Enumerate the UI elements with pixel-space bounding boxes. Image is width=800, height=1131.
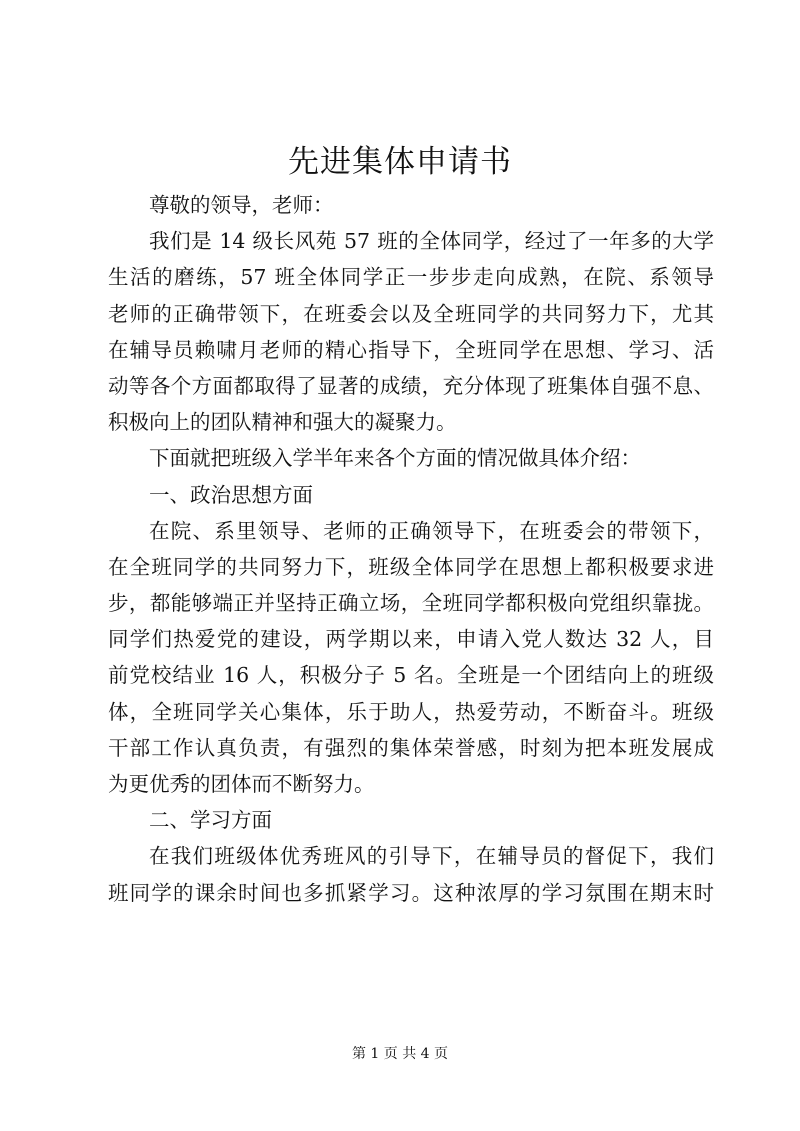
- paragraph-line: 一、政治思想方面: [149, 482, 313, 507]
- paragraph-line: 在院、系里领导、老师的正确领导下，在班委会的带领下，: [149, 518, 714, 543]
- paragraph-line: 在辅导员赖啸月老师的精心指导下，全班同学在思想、学习、活: [108, 337, 714, 362]
- paragraph-line: 干部工作认真负责，有强烈的集体荣誉感，时刻为把本班发展成: [108, 735, 714, 760]
- paragraph-line: 在我们班级体优秀班风的引导下，在辅导员的督促下，我们: [149, 844, 714, 869]
- paragraph-line: 同学们热爱党的建设，两学期以来，申请入党人数达 32 人，目: [108, 627, 714, 652]
- paragraph-line: 我们是 14 级长风苑 57 班的全体同学，经过了一年多的大学: [149, 229, 714, 254]
- paragraph-line: 二、学习方面: [149, 808, 272, 833]
- document-body: [108, 187, 714, 911]
- page-footer: 第 1 页 共 4 页: [351, 1046, 449, 1062]
- paragraph-line: 积极向上的团队精神和强大的凝聚力。: [108, 410, 457, 435]
- paragraph-line: 动等各个方面都取得了显著的成绩，充分体现了班集体自强不息、: [108, 373, 714, 398]
- paragraph-line: 体，全班同学关心集体，乐于助人，热爱劳动，不断奋斗。班级: [108, 699, 714, 724]
- paragraph-line: 下面就把班级入学半年来各个方面的情况做具体介绍：: [149, 446, 641, 471]
- paragraph-line: 步，都能够端正并坚持正确立场，全班同学都积极向党组织靠拢。: [108, 591, 714, 616]
- paragraph-line: 尊敬的领导，老师：: [149, 193, 334, 217]
- page-title: 先进集体申请书: [288, 144, 512, 180]
- paragraph-line: 班同学的课余时间也多抓紧学习。这种浓厚的学习氛围在期末时: [108, 880, 714, 905]
- paragraph-line: 前党校结业 16 人，积极分子 5 名。全班是一个团结向上的班级: [108, 663, 714, 688]
- paragraph-line: 老师的正确带领下，在班委会以及全班同学的共同努力下，尤其: [108, 301, 714, 326]
- paragraph-line: 为更优秀的团体而不断努力。: [108, 772, 375, 796]
- paragraph-line: 生活的磨练，57 班全体同学正一步步走向成熟，在院、系领导: [108, 265, 714, 290]
- paragraph-line: 在全班同学的共同努力下，班级全体同学在思想上都积极要求进: [108, 554, 714, 579]
